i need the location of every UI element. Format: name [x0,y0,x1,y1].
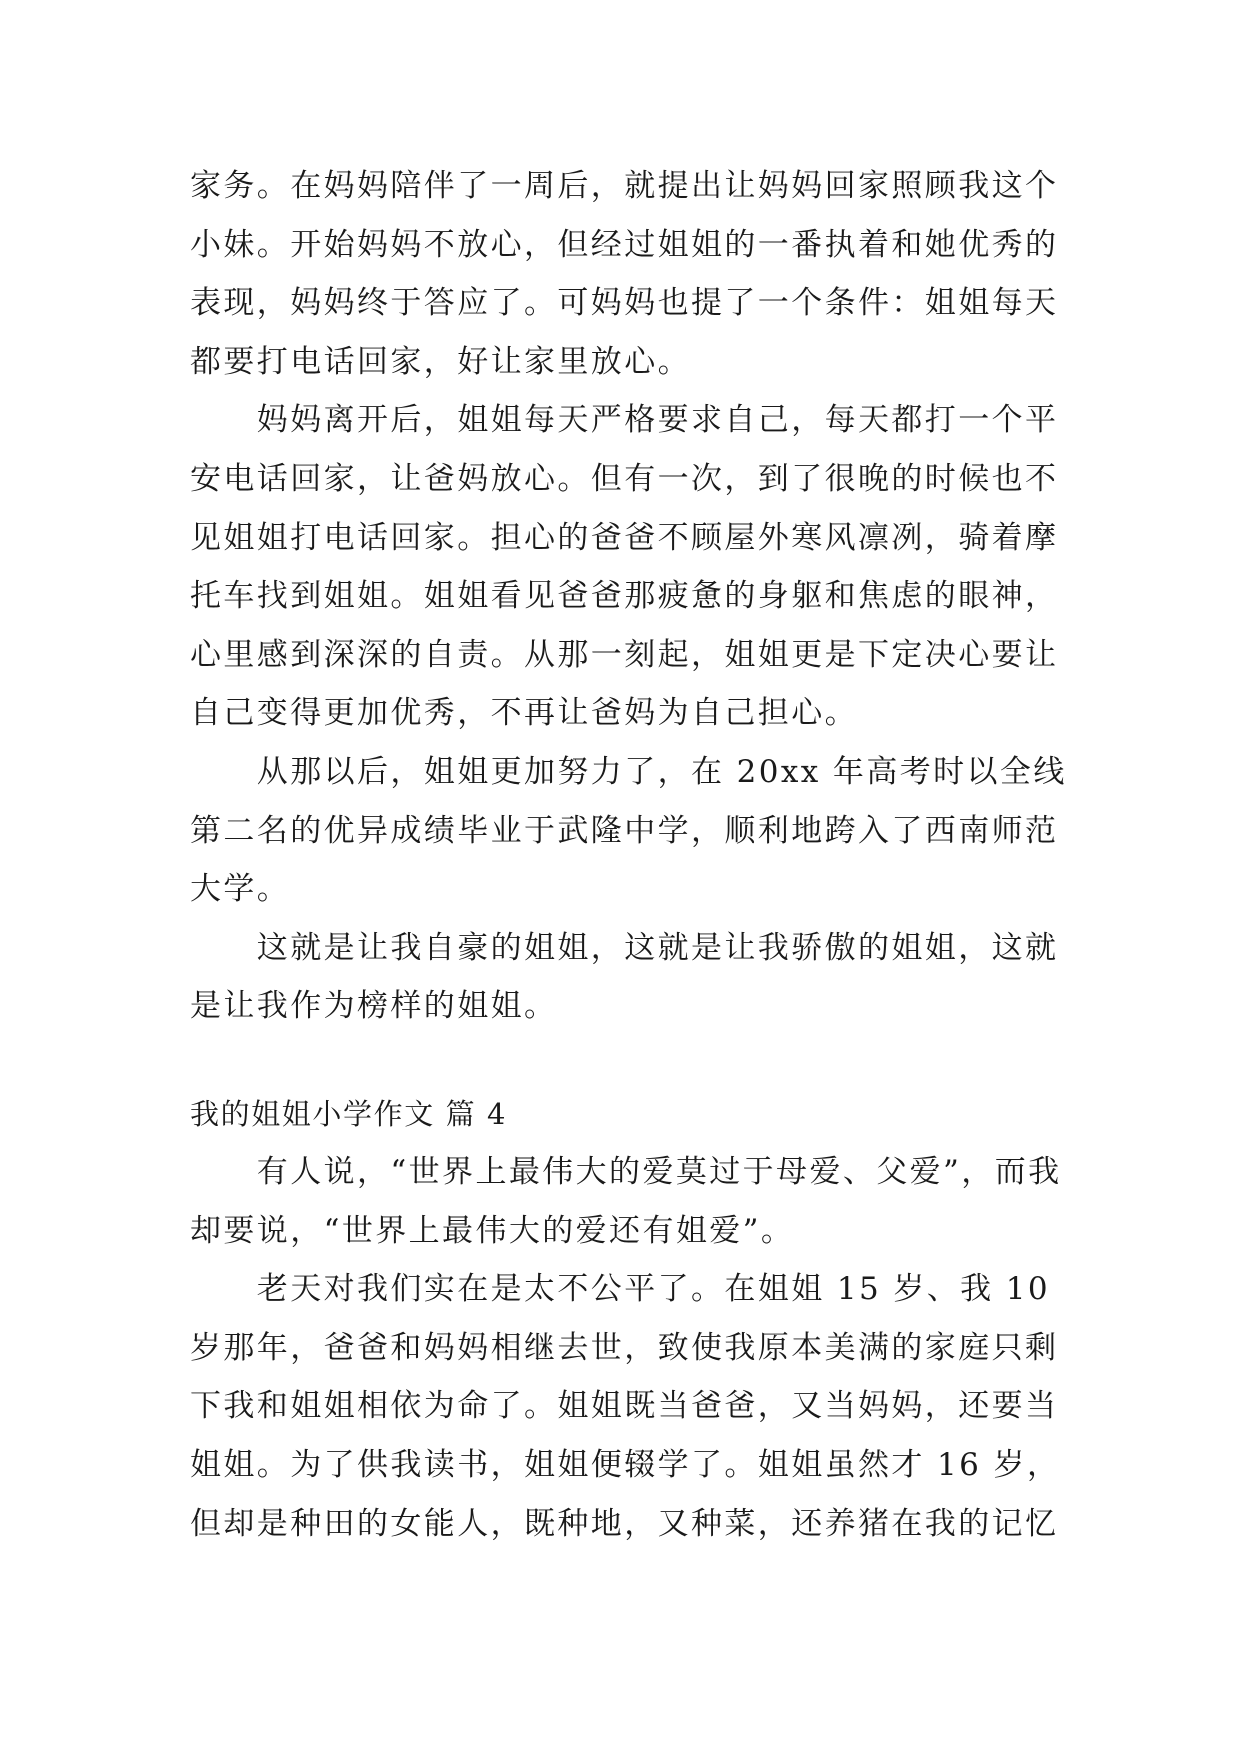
text-line: 岁那年，爸爸和妈妈相继去世，致使我原本美满的家庭只剩 [190,1329,1059,1366]
body-text-section-2 [190,1143,1062,1553]
text-line: 见姐姐打电话回家。担心的爸爸不顾屋外寒风凛冽，骑着摩 [190,519,1059,556]
text-line: 大学。 [190,871,291,908]
section-heading: 我的姐姐小学作文 篇 4 [190,1097,508,1131]
text-line: 从那以后，姐姐更加努力了，在 20xx 年高考时以全线 [190,753,1067,790]
text-line: 小妹。开始妈妈不放心，但经过姐姐的一番执着和她优秀的 [190,226,1059,263]
text-line: 有人说，“世界上最伟大的爱莫过于母爱、父爱”，而我 [190,1154,1062,1190]
text-line: 姐姐。为了供我读书，姐姐便辍学了。姐姐虽然才 16 岁， [190,1446,1061,1483]
body-text-section-1 [190,157,1067,1036]
text-line: 却要说，“世界上最伟大的爱还有姐爱”。 [190,1212,795,1249]
text-line: 是让我作为榜样的姐姐。 [190,988,558,1025]
text-line: 自己变得更加优秀，不再让爸妈为自己担心。 [190,695,858,732]
text-line: 都要打电话回家，好让家里放心。 [190,343,691,380]
text-line: 安电话回家，让爸妈放心。但有一次，到了很晚的时候也不 [190,460,1059,497]
text-line: 老天对我们实在是太不公平了。在姐姐 15 岁、我 10 [190,1271,1051,1308]
text-line: 但却是种田的女能人，既种地，又种菜，还养猪在我的记忆 [190,1505,1059,1542]
text-line: 表现，妈妈终于答应了。可妈妈也提了一个条件：姐姐每天 [190,285,1059,322]
text-line: 第二名的优异成绩毕业于武隆中学，顺利地跨入了西南师范 [190,812,1059,849]
text-line: 托车找到姐姐。姐姐看见爸爸那疲惫的身躯和焦虑的眼神， [190,578,1059,615]
text-line: 这就是让我自豪的姐姐，这就是让我骄傲的姐姐，这就 [190,929,1059,966]
text-line: 家务。在妈妈陪伴了一周后，就提出让妈妈回家照顾我这个 [190,168,1059,204]
text-line: 下我和姐姐相依为命了。姐姐既当爸爸，又当妈妈，还要当 [190,1388,1059,1425]
text-line: 妈妈离开后，姐姐每天严格要求自己，每天都打一个平 [190,402,1059,439]
text-line: 心里感到深深的自责。从那一刻起，姐姐更是下定决心要让 [190,636,1059,673]
